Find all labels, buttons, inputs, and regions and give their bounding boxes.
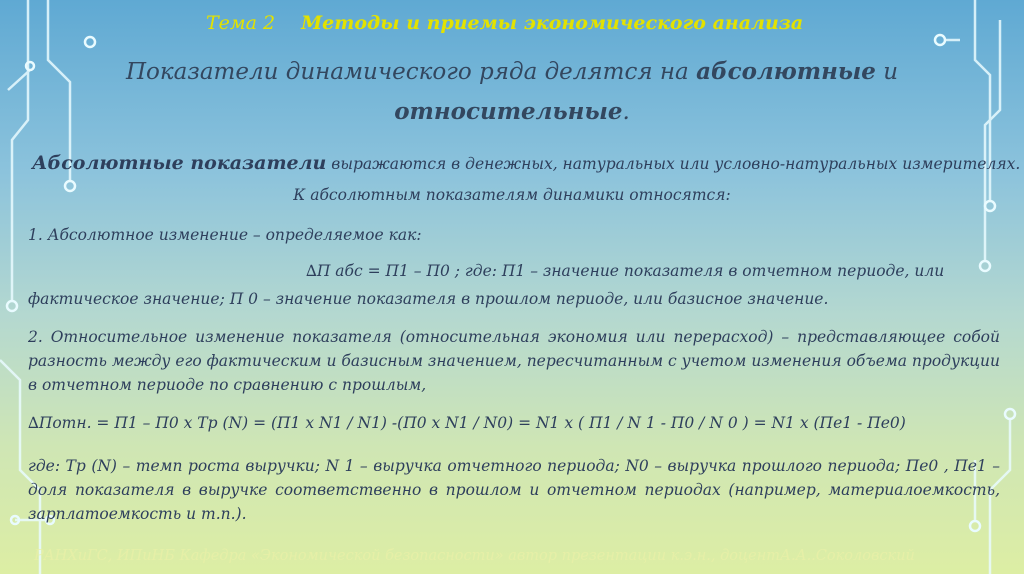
slide-topic	[206, 12, 803, 34]
heading-part1: Показатели динамического ряда делятся на	[125, 59, 697, 85]
item2-formula: ∆Потн. = П1 – П0 х Тр (N) = (П1 х N1 / N1) -(П0 х N1 / N0) = N1 х ( П1 / N 1 - П0 / N 0 ) = N1 х (Пе1 - Пе0)	[28, 414, 906, 432]
heading-bold-relative: относительные	[394, 98, 623, 125]
theme-title: Методы и приемы экономического анализа	[301, 12, 804, 34]
theme-label: Тема 2	[206, 12, 276, 34]
heading-part3: .	[622, 99, 630, 125]
item2-where: где: Тр (N) – темп роста выручки; N 1 – выручка отчетного периода; N0 – выручка прошлого периода; Пе0 , Пе1 – доля показателя в выручке соответственно в прошлом и отчетном периодах (например, материалоемкость, зарплатоемкость и т.п.).	[28, 457, 1000, 523]
item1-label: 1. Абсолютное изменение – определяемое как:	[28, 226, 422, 244]
heading-part2: и	[875, 59, 899, 85]
item1-formula-continuation: фактическое значение; П 0 – значение показателя в прошлом периоде, или базисное значение.	[28, 290, 829, 308]
slide-heading-line1	[0, 58, 1024, 85]
absolute-text: выражаются в денежных, натуральных или условно-натуральных измерителях.	[326, 155, 1021, 173]
heading-bold-absolute: абсолютные	[696, 58, 876, 85]
absolute-title: Абсолютные показатели	[32, 152, 327, 174]
footer-author: РАНХиГС, ИПиНБ Кафедра «Экономической безопасности» автор презентации к.э.н., доцентА.А..Соколовский	[34, 548, 915, 564]
item2-text: 2. Относительное изменение показателя (относительная экономия или перерасход) – представляющее собой разность между его фактическим и базисным значением, пересчитанным с учетом изменения объема продукции в отчетном периоде по сравнению с прошлым,	[28, 328, 1000, 394]
slide-heading-line2	[0, 98, 1024, 125]
absolute-definition	[32, 152, 1020, 174]
absolute-list-intro: К абсолютным показателям динамики относятся:	[293, 186, 731, 204]
item1-formula: ∆П абс = П1 – П0 ; где: П1 – значение показателя в отчетном периоде, или	[306, 262, 945, 280]
